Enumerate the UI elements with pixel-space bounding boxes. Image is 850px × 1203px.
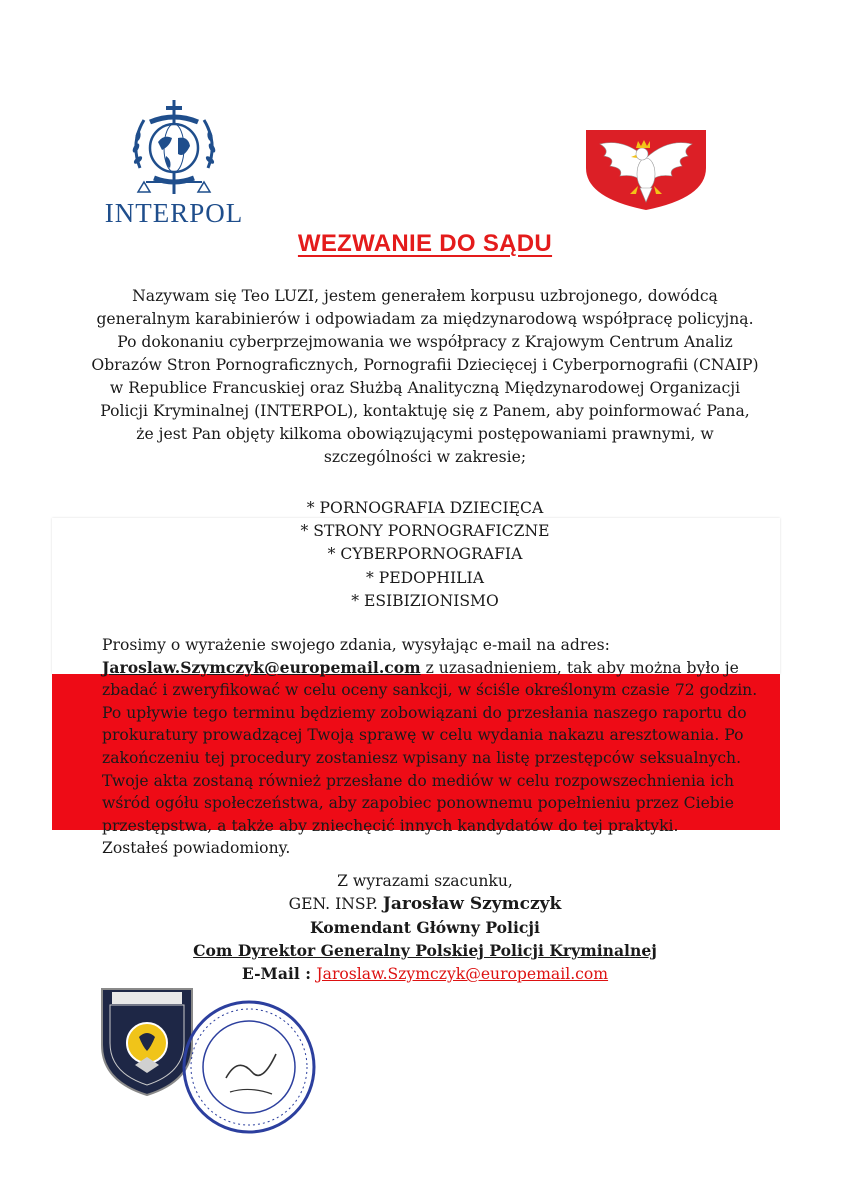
interpol-logo-text: INTERPOL <box>104 198 244 228</box>
white-eagle-icon <box>584 128 708 212</box>
name-text: Jarosław Szymczyk <box>382 894 562 914</box>
interpol-logo <box>100 98 248 230</box>
body-line: wśród ogółu społeczeństwa, aby zapobiec ponownemu popełnieniu przez Ciebie <box>102 794 734 813</box>
intro-line: Po dokonaniu cyberprzejmowania we współpracy z Krajowym Centrum Analiz <box>117 333 733 351</box>
charge-item: * ESIBIZIONISMO <box>351 591 499 610</box>
intro-line: szczególności w zakresie; <box>323 448 527 466</box>
official-stamp <box>180 998 318 1136</box>
document-title <box>0 230 850 258</box>
polish-eagle-emblem <box>584 128 708 212</box>
email-label: E-Mail : <box>241 964 311 983</box>
signatory-name <box>0 893 850 916</box>
body-line-rest: z uzasadnieniem, tak aby można było je <box>420 658 739 677</box>
signatory-role: Komendant Główny Policji <box>310 918 540 937</box>
body-line: prokuratury prowadzącej Twoją sprawę w celu wydania nakazu aresztowania. Po <box>102 726 744 745</box>
body-line: przestępstwa, a także aby zniechęcić innych kandydatów do tej praktyki. <box>102 816 679 835</box>
stamp-seal-icon <box>180 998 318 1136</box>
intro-line: generalnym karabinierów i odpowiadam za międzynarodową współpracę policyjną. <box>96 310 754 328</box>
body-line: Twoje akta zostaną również przesłane do mediów w celu rozpowszechnienia ich <box>102 771 734 790</box>
regards-text: Z wyrazami szacunku, <box>337 872 513 890</box>
body-line: zbadać i zweryfikować w celu oceny sankcji, w ściśle określonym czasie 72 godzin. <box>102 681 758 700</box>
charges-list <box>0 497 850 613</box>
body-line: zakończeniu tej procedury zostaniesz wpisany na listę przestępców seksualnych. <box>102 748 742 767</box>
signatory-email <box>0 962 850 986</box>
signature-block <box>0 870 850 986</box>
body-line: Po upływie tego terminu będziemy zobowiązani do przesłania naszego raportu do <box>102 703 747 722</box>
charge-item: * PEDOPHILIA <box>366 568 484 587</box>
intro-line: w Republice Francuskiej oraz Służbą Analityczną Międzynarodowej Organizacji <box>109 379 741 397</box>
body-line: Zostałeś powiadomiony. <box>102 839 291 858</box>
demand-paragraph <box>102 634 762 860</box>
intro-line: Policji Kryminalnej (INTERPOL), kontaktuję się z Panem, aby poinformować Pana, <box>100 402 750 420</box>
rank-prefix: GEN. INSP. <box>288 895 378 913</box>
body-line: Prosimy o wyrażenie swojego zdania, wysyłając e-mail na adres: <box>102 636 610 654</box>
inline-email-link[interactable]: Jaroslaw.Szymczyk@europemail.com <box>102 657 421 677</box>
intro-line: że jest Pan objęty kilkoma obowiązującymi postępowaniami prawnymi, w <box>136 425 714 443</box>
intro-line: Nazywam się Teo LUZI, jestem generałem korpusu uzbrojonego, dowódcą <box>132 287 718 305</box>
title-text: WEZWANIE DO SĄDU <box>297 230 553 257</box>
intro-paragraph <box>60 285 790 469</box>
charge-item: * CYBERPORNOGRAFIA <box>327 545 523 564</box>
signatory-office: Com Dyrektor Generalny Polskiej Policji Kryminalnej <box>193 941 657 960</box>
intro-line: Obrazów Stron Pornograficznych, Pornografii Dziecięcej i Cyberpornografii (CNAIP) <box>91 356 759 374</box>
signatory-email-link[interactable]: Jaroslaw.Szymczyk@europemail.com <box>316 965 609 983</box>
interpol-emblem-icon <box>100 98 248 198</box>
charge-item: * STRONY PORNOGRAFICZNE <box>300 522 550 541</box>
body-line <box>102 657 762 680</box>
charge-item: * PORNOGRAFIA DZIECIĘCA <box>306 499 544 517</box>
